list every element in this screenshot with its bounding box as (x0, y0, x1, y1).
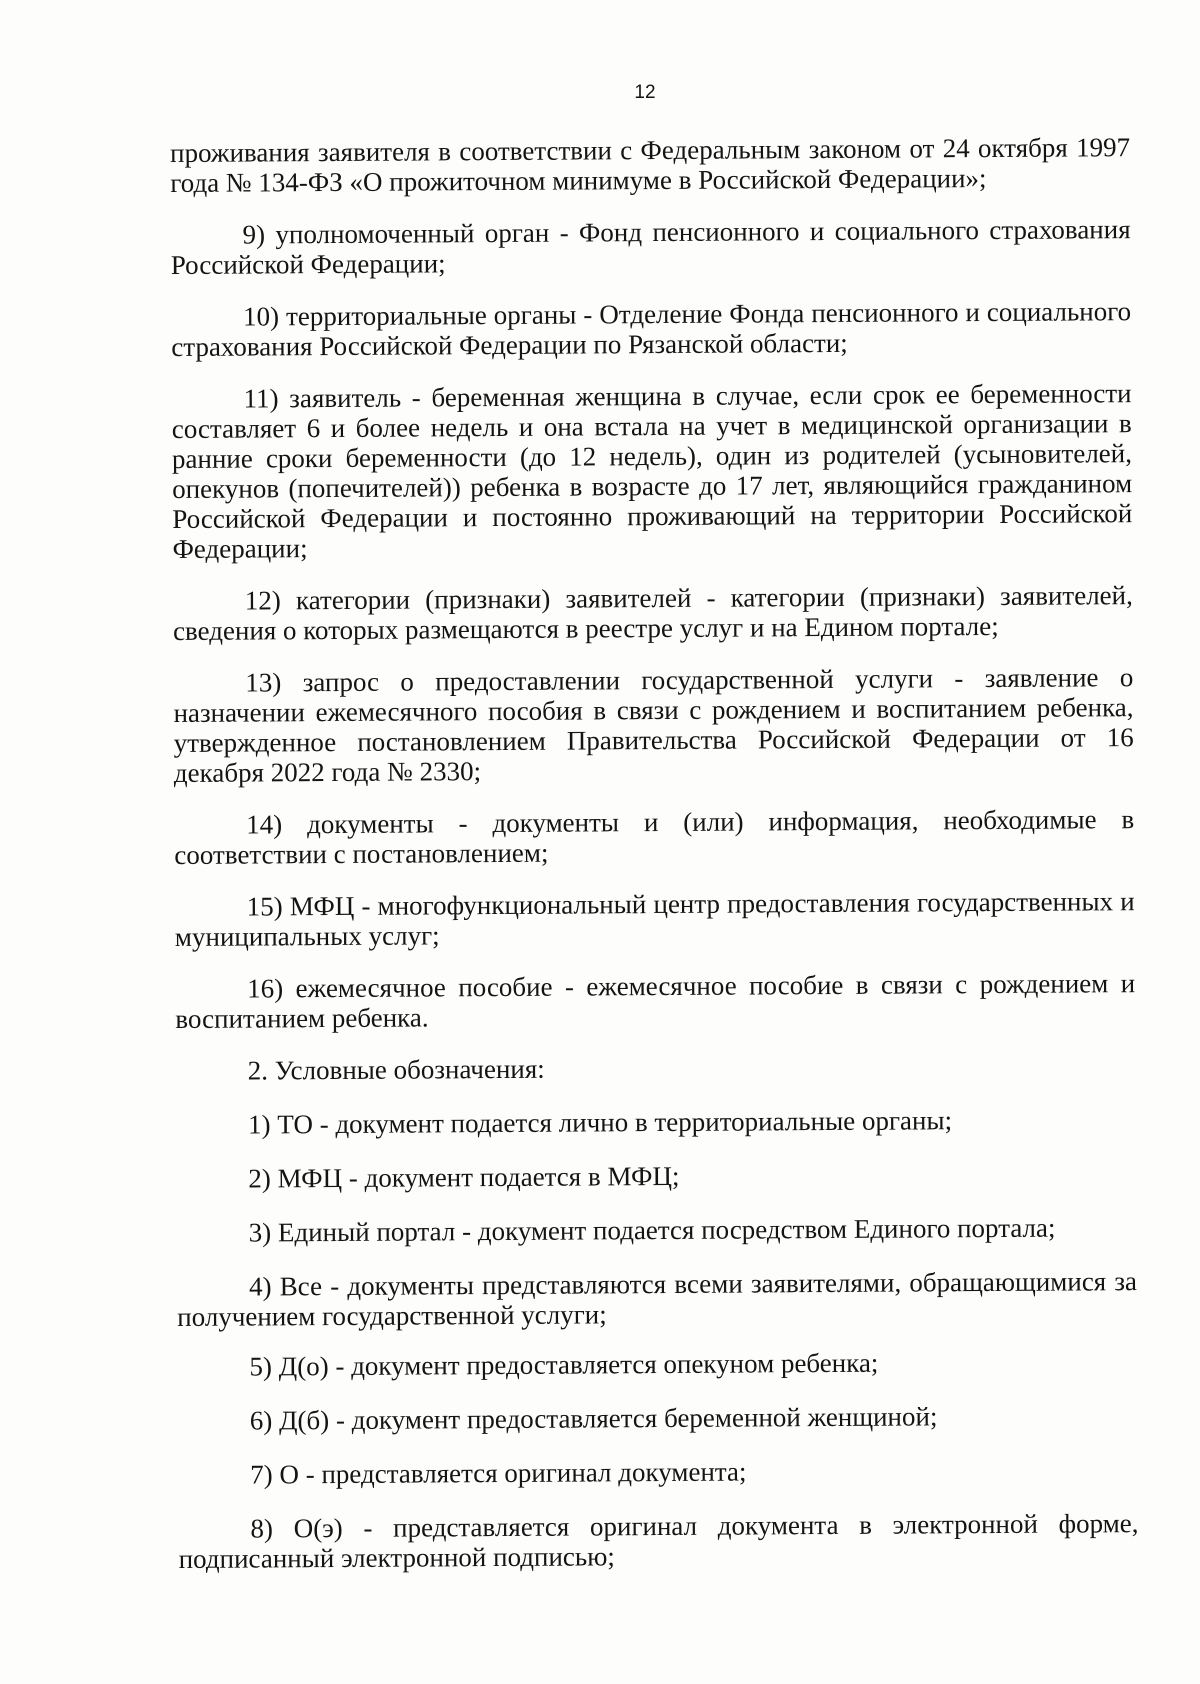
paragraph-item-13: 13) запрос о предоставлении государственной услуги - заявление о назначении ежемесячного пособия в связи с рождением и воспитанием ребенка, утвержденное постановлением Правительства Российской Федерации от 16 декабря 2022 года № 2330; (173, 662, 1134, 788)
legend-item-2: 2) МФЦ - документ подается в МФЦ; (248, 1160, 680, 1194)
legend-item-6: 6) Д(б) - документ предоставляется беременной женщиной; (249, 1401, 938, 1436)
paragraph-item-16: 16) ежемесячное пособие - ежемесячное пособие в связи с рождением и воспитанием ребенка. (175, 968, 1136, 1034)
paragraph-item-9: 9) уполномоченный орган - Фонд пенсионного и социального страхования Российской Федерации; (170, 214, 1131, 280)
legend-item-7: 7) О - представляется оригинал документа; (250, 1456, 747, 1490)
paragraph-item-15: 15) МФЦ - многофункциональный центр предоставления государственных и муниципальных услуг; (174, 886, 1135, 952)
paragraph-item-12: 12) категории (признаки) заявителей - категории (признаки) заявителей, сведения о которых размещаются в реестре услуг и на Едином портале; (172, 580, 1133, 646)
paragraph-item-11: 11) заявитель - беременная женщина в случае, если срок ее беременности составляет 6 и более недель и она встала на учет в медицинской организации в ранние сроки беременности (до 12 недель), один из родителей (усыновителей, опекунов (попечителей)) ребенка в возрасте до 17 лет, являющийся гражданином Российской Федерации и постоянно проживающий на территории Российской Федерации; (171, 378, 1133, 564)
document-body (170, 132, 1139, 1596)
page-number: 12 (634, 82, 656, 103)
legend-item-3: 3) Единый портал - документ подается посредством Единого портала; (248, 1212, 1056, 1248)
paragraph-item-14: 14) документы - документы и (или) информация, необходимые в соответствии с постановлением; (174, 804, 1135, 870)
paragraph-item-10: 10) территориальные органы - Отделение Фонда пенсионного и социального страхования Российской Федерации по Рязанской области; (171, 296, 1132, 362)
section-heading-legend: 2. Условные обозначения: (247, 1053, 545, 1086)
legend-item-4: 4) Все - документы представляются всеми заявителями, обращающимися за получением государственной услуги; (177, 1266, 1138, 1332)
legend-item-5: 5) Д(о) - документ предоставляется опекуном ребенка; (249, 1347, 879, 1382)
paragraph-continuation: проживания заявителя в соответствии с Федеральным законом от 24 октября 1997 года № 134-ФЗ «О прожиточном минимуме в Российской Федерации»; (170, 132, 1131, 198)
legend-item-1: 1) ТО - документ подается лично в территориальные органы; (247, 1105, 953, 1140)
legend-item-8: 8) О(э) - представляется оригинал документа в электронной форме, подписанный электронной подписью; (178, 1508, 1139, 1574)
